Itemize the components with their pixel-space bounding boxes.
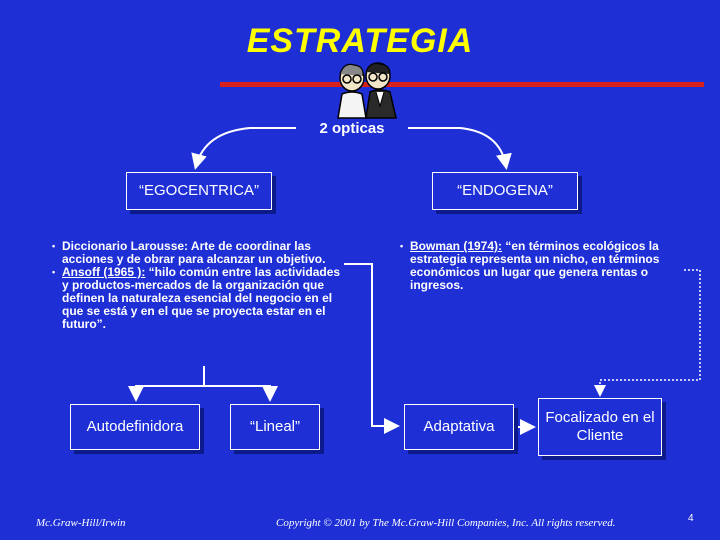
slide-title: ESTRATEGIA — [246, 22, 474, 60]
bowman-definition: “en términos ecológicos la estrategia representa un nicho, en términos económicos un lugar que genera rentas o ingresos. — [410, 239, 660, 292]
footer-copyright: Copyright © 2001 by The Mc.Graw-Hill Companies, Inc. All rights reserved. — [276, 517, 616, 529]
ansoff-definition: “hilo común entre las actividades y productos-mercados de la organización que definen la naturaleza esencial del negocio en el que se está y en el que se proyecta estar en el futuro”. — [62, 265, 341, 331]
ansoff-author: Ansoff (1965 ): — [62, 265, 146, 279]
left-bullet-list — [52, 240, 342, 331]
list-item — [52, 240, 342, 266]
left-branch-connector — [136, 366, 204, 398]
arc-left-connector — [196, 128, 296, 166]
page-number: 4 — [688, 513, 694, 524]
bowman-author: Bowman (1974): — [410, 239, 503, 253]
egocentrica-box: “EGOCENTRICA” — [126, 172, 272, 210]
list-item — [400, 240, 688, 292]
lineal-box: “Lineal” — [230, 404, 320, 450]
bullet-icon: • — [52, 267, 56, 277]
adaptativa-box: Adaptativa — [404, 404, 514, 450]
bullet-icon: • — [400, 241, 404, 251]
cross-connector — [344, 264, 396, 426]
autodefinidora-box: Autodefinidora — [70, 404, 200, 450]
larousse-definition: Diccionario Larousse: Arte de coordinar las acciones y de obrar para alcanzar un objetivo. — [62, 239, 326, 266]
list-item — [52, 266, 342, 331]
focalizado-box: Focalizado en el Cliente — [538, 398, 662, 456]
bullet-icon: • — [52, 241, 56, 251]
subtitle-two-optics: 2 opticas — [319, 120, 385, 137]
footer-publisher: Mc.Graw-Hill/Irwin — [36, 517, 126, 529]
left-branch-connector-2 — [204, 386, 270, 398]
endogena-box: “ENDOGENA” — [432, 172, 578, 210]
arc-right-connector — [408, 128, 506, 166]
right-bullet-list — [400, 240, 688, 292]
